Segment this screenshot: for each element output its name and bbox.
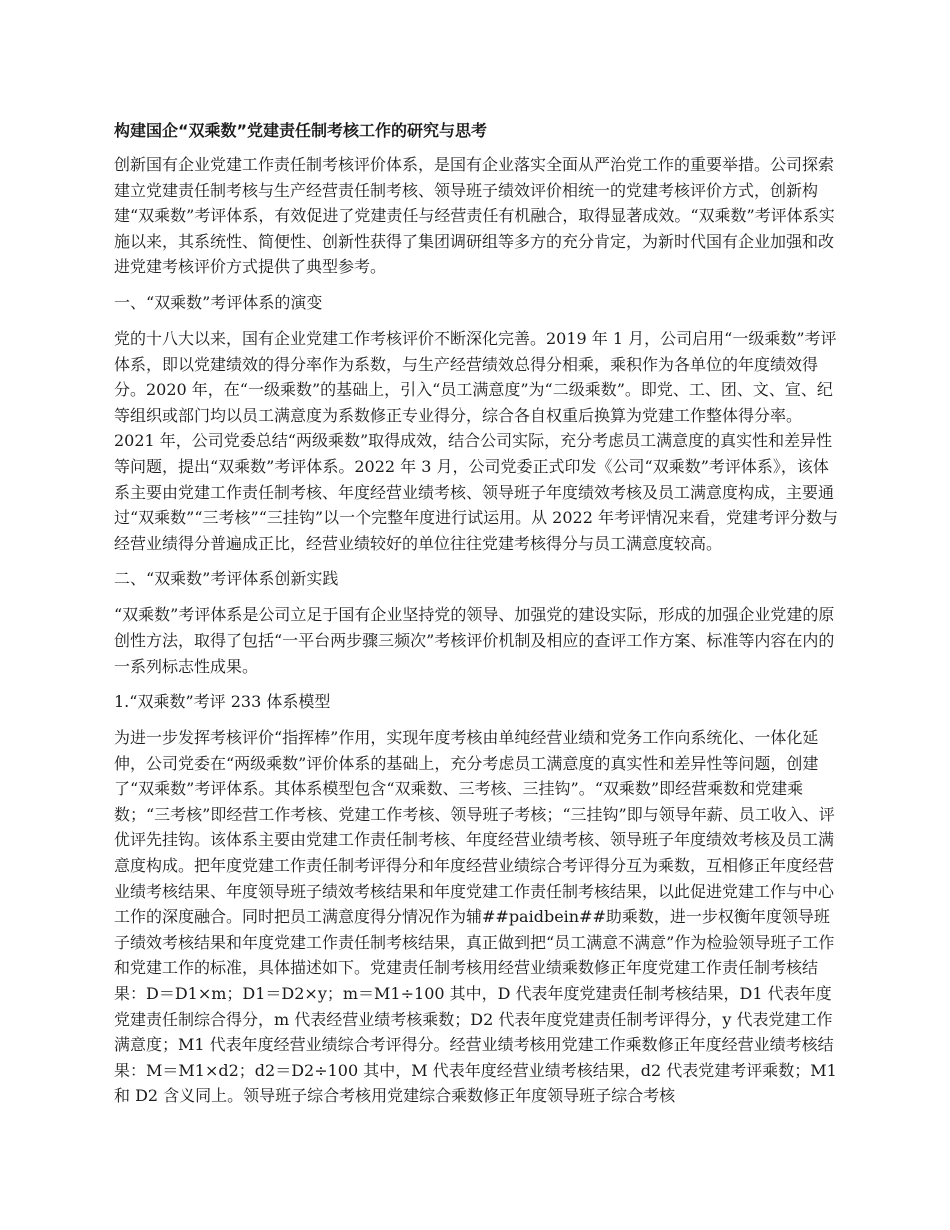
document-title: 构建国企“双乘数”党建责任制考核工作的研究与思考	[114, 121, 488, 140]
subsection-heading: 1.“双乘数”考评 233 体系模型	[114, 692, 331, 712]
document-page	[114, 120, 840, 1119]
paragraph: “双乘数”考评体系是公司立足于国有企业坚持党的领导、加强党的建设实际，形成的加强企业党建的原创性方法，取得了包括“一平台两步骤三频次”考核评价机制及相应的查评工作方案、标准等内容在内的一系列标志性成果。	[114, 605, 835, 676]
paragraph: 创新国有企业党建工作责任制考核评价体系，是国有企业落实全面从严治党工作的重要举措。公司探索建立党建责任制考核与生产经营责任制考核、领导班子绩效评价相统一的党建考核评价方式，创新构建“双乘数”考评体系，有效促进了党建责任与经营责任有机融合，取得显著成效。“双乘数”考评体系实施以来，其系统性、简便性、创新性获得了集团调研组等多方的充分肯定，为新时代国有企业加强和改进党建考核评价方式提供了典型参考。	[114, 155, 835, 277]
paragraph: 党的十八大以来，国有企业党建工作考核评价不断深化完善。2019 年 1 月，公司启用“一级乘数”考评体系，即以党建绩效的得分率作为系数，与生产经营绩效总得分相乘，乘积作为各单位的年度绩效得分。2020 年，在“一级乘数”的基础上，引入“员工满意度”为“二级乘数”。即党、工、团、文、宣、纪等组织或部门均以员工满意度为系数修正专业得分，综合各自权重后换算为党建工作整体得分率。2021 年，公司党委总结“两级乘数”取得成效，结合公司实际，充分考虑员工满意度的真实性和差异性等问题，提出“双乘数”考评体系。2022 年 3 月，公司党委正式印发《公司“双乘数”考评体系》，该体系主要由党建工作责任制考核、年度经营业绩考核、领导班子年度绩效考核及员工满意度构成，主要通过“双乘数”“三考核”“三挂钩”以一个完整年度进行试运用。从 2022 年考评情况来看，党建考评分数与经营业绩得分普遍成正比，经营业绩较好的单位往往党建考核得分与员工满意度较高。	[114, 328, 838, 553]
paragraph: 为进一步发挥考核评价“指挥棒”作用，实现年度考核由单纯经营业绩和党务工作向系统化、一体化延伸，公司党委在“两级乘数”评价体系的基础上，充分考虑员工满意度的真实性和差异性等问题，创建了“双乘数”考评体系。其体系模型包含“双乘数、三考核、三挂钩”。“双乘数”即经营乘数和党建乘数；“三考核”即经营工作考核、党建工作考核、领导班子考核；“三挂钩”即与领导年薪、员工收入、评优评先挂钩。该体系主要由党建工作责任制考核、年度经营业绩考核、领导班子年度绩效考核及员工满意度构成。把年度党建工作责任制考评得分和年度经营业绩综合考评得分互为乘数，互相修正年度经营业绩考核结果、年度领导班子绩效考核结果和年度党建工作责任制考核结果，以此促进党建工作与中心工作的深度融合。同时把员工满意度得分情况作为辅##paidbein##助乘数，进一步权衡年度领导班子绩效考核结果和年度党建工作责任制考核结果，真正做到把“员工满意不满意”作为检验领导班子工作和党建工作的标准，具体描述如下。党建责任制考核用经营业绩乘数修正年度党建工作责任制考核结果：D＝D1×m；D1＝D2×y；m＝M1÷100 其中，D 代表年度党建责任制考核结果，D1 代表年度党建责任制综合得分，m 代表经营业绩考核乘数；D2 代表年度党建责任制考评得分，y 代表党建工作满意度；M1 代表年度经营业绩综合考评得分。经营业绩考核用党建工作乘数修正年度经营业绩考核结果：M＝M1×d2；d2＝D2÷100 其中，M 代表年度经营业绩考核结果，d2 代表党建考评乘数；M1 和 D2 含义同上。领导班子综合考核用党建综合乘数修正年度领导班子综合考核	[114, 728, 837, 1106]
section-heading: 二、“双乘数”考评体系创新实践	[114, 569, 339, 589]
section-heading: 一、“双乘数”考评体系的演变	[114, 292, 323, 312]
document-body	[114, 152, 840, 1109]
